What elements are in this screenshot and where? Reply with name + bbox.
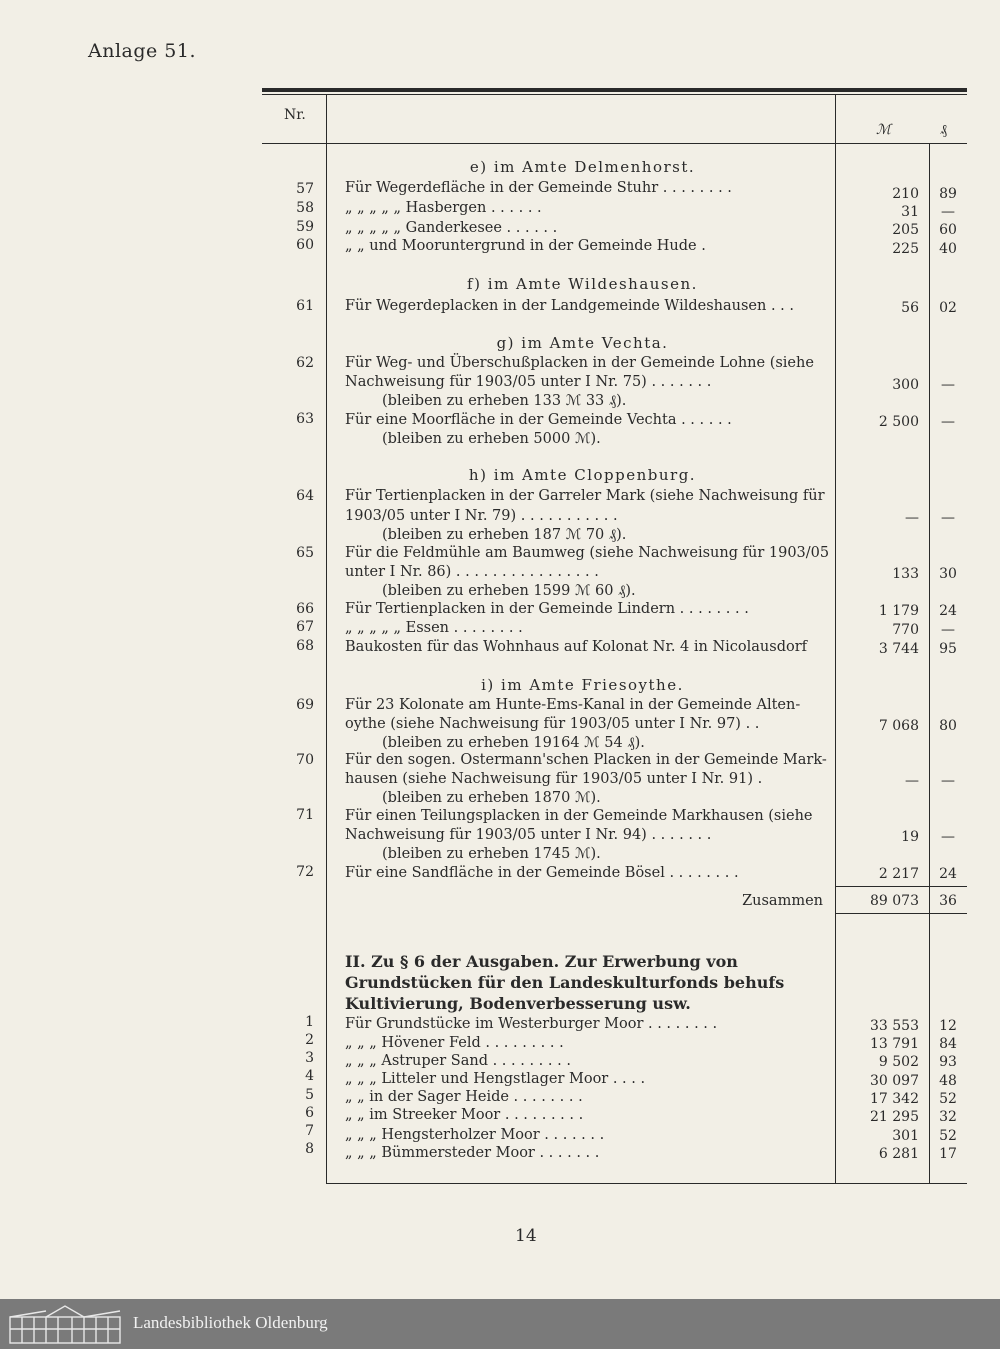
row-mark: 3 744	[878, 641, 919, 657]
row-mark: 1 179	[878, 603, 919, 619]
row-mark: 301	[892, 1128, 919, 1144]
table-top-rule-thin	[262, 94, 967, 95]
row-mark: 19	[901, 829, 919, 845]
row-pf: 24	[939, 866, 957, 882]
row-pf: 40	[939, 241, 957, 257]
row-pf: 60	[939, 222, 957, 238]
row-pf: 84	[939, 1036, 957, 1052]
row-nr: 7	[305, 1123, 314, 1139]
row-mark: 205	[892, 222, 919, 238]
row-nr: 64	[296, 488, 314, 504]
row-mark: 2 500	[878, 414, 919, 430]
row-text: „ „ „ „ „ Ganderkesee . . . . . .	[345, 220, 558, 236]
row-pf: 52	[939, 1128, 957, 1144]
row-text-line2: hausen (siehe Nachweisung für 1903/05 unter I Nr. 91) .	[345, 771, 763, 787]
row-pf: —	[941, 414, 955, 430]
row-text: Für Grundstücke im Westerburger Moor . . . . . . . .	[345, 1016, 718, 1032]
row-mark: 13 791	[870, 1036, 919, 1052]
row-nr: 58	[296, 200, 314, 216]
row-text: „ „ „ „ „ Hasbergen . . . . . .	[345, 200, 542, 216]
row-text-line1: Für eine Moorfläche in der Gemeinde Vechta . . . . . .	[345, 412, 732, 428]
section-heading-f: f) im Amte Wildeshausen.	[467, 275, 698, 293]
total-label: Zusammen	[742, 893, 823, 909]
row-text: Für eine Sandfläche in der Gemeinde Bösel . . . . . . . .	[345, 865, 739, 881]
section-heading-e: e) im Amte Delmenhorst.	[469, 158, 696, 176]
row-nr: 63	[296, 411, 314, 427]
row-pf: 52	[939, 1091, 957, 1107]
section-heading-i: i) im Amte Friesoythe.	[481, 676, 684, 694]
row-pf: 17	[939, 1146, 957, 1162]
row-nr: 62	[296, 355, 314, 371]
header-pf: ₰	[940, 122, 947, 138]
nr-column-line	[326, 94, 327, 1184]
page-number: 14	[515, 1226, 537, 1246]
row-text-line1: Für Weg- und Überschußplacken in der Gemeinde Lohne (siehe	[345, 355, 814, 371]
row-mark: 9 502	[878, 1054, 919, 1070]
row-mark: 31	[901, 204, 919, 220]
row-nr: 57	[296, 181, 314, 197]
row-nr: 65	[296, 545, 314, 561]
row-nr: 70	[296, 752, 314, 768]
section-heading-h: h) im Amte Cloppenburg.	[468, 466, 697, 484]
section-heading-g: g) im Amte Vechta.	[496, 334, 669, 352]
table-bottom-rule	[326, 1183, 967, 1184]
row-mark: 33 553	[870, 1018, 919, 1034]
row-pf: 80	[939, 718, 957, 734]
row-text-line1: Für 23 Kolonate am Hunte-Ems-Kanal in der Gemeinde Alten-	[345, 697, 801, 713]
library-building-icon	[6, 1303, 124, 1345]
row-text: „ „ „ Hövener Feld . . . . . . . . .	[345, 1035, 564, 1051]
row-note: (bleiben zu erheben 1745 ℳ).	[382, 846, 601, 862]
row-nr: 68	[296, 638, 314, 654]
row-text: Für Wegerdefläche in der Gemeinde Stuhr . . . . . . . .	[345, 180, 732, 196]
row-nr: 1	[305, 1014, 314, 1030]
header-mark: ℳ	[876, 122, 891, 138]
row-pf: 95	[939, 641, 957, 657]
row-text-line1: Für einen Teilungsplacken in der Gemeinde Markhausen (siehe	[345, 808, 813, 824]
row-mark: 225	[892, 241, 919, 257]
row-pf: 32	[939, 1109, 957, 1125]
row-nr: 59	[296, 219, 314, 235]
row-text: „ „ in der Sager Heide . . . . . . . .	[345, 1089, 583, 1105]
row-text: „ „ und Mooruntergrund in der Gemeinde Hude .	[345, 238, 706, 254]
row-nr: 8	[305, 1141, 314, 1157]
row-nr: 71	[296, 807, 314, 823]
row-text: „ „ „ „ „ Essen . . . . . . . .	[345, 620, 523, 636]
row-text: „ „ „ Litteler und Hengstlager Moor . . . .	[345, 1071, 646, 1087]
row-nr: 61	[296, 298, 314, 314]
mark-column-line	[835, 94, 836, 1184]
row-mark: 17 342	[870, 1091, 919, 1107]
row-pf: 24	[939, 603, 957, 619]
row-mark: 30 097	[870, 1073, 919, 1089]
row-note: (bleiben zu erheben 1599 ℳ 60 ₰).	[382, 583, 636, 599]
row-mark: —	[905, 510, 919, 526]
row-note: (bleiben zu erheben 5000 ℳ).	[382, 431, 601, 447]
row-nr: 2	[305, 1032, 314, 1048]
row-text-line2: Nachweisung für 1903/05 unter I Nr. 75) . . . . . . .	[345, 374, 712, 390]
row-note: (bleiben zu erheben 19164 ℳ 54 ₰).	[382, 735, 645, 751]
row-nr: 60	[296, 237, 314, 253]
row-text: Baukosten für das Wohnhaus auf Kolonat Nr. 4 in Nicolausdorf	[345, 639, 808, 655]
row-mark: 300	[892, 377, 919, 393]
row-note: (bleiben zu erheben 133 ℳ 33 ₰).	[382, 393, 627, 409]
row-mark: 21 295	[870, 1109, 919, 1125]
row-pf: —	[941, 510, 955, 526]
row-nr: 6	[305, 1105, 314, 1121]
row-text: „ „ „ Astruper Sand . . . . . . . . .	[345, 1053, 571, 1069]
row-pf: 12	[939, 1018, 957, 1034]
row-text-line1: Für die Feldmühle am Baumweg (siehe Nachweisung für 1903/05	[345, 545, 830, 561]
row-text-line1: Für den sogen. Ostermann'schen Placken in der Gemeinde Mark-	[345, 752, 827, 768]
row-text-line1: Für Tertienplacken in der Garreler Mark (siehe Nachweisung für	[345, 488, 825, 504]
row-nr: 67	[296, 619, 314, 635]
row-mark: 133	[892, 566, 919, 582]
total-pf: 36	[939, 893, 957, 909]
row-nr: 66	[296, 601, 314, 617]
row-pf: —	[941, 204, 955, 220]
row-pf: —	[941, 829, 955, 845]
header-bottom-rule	[262, 143, 967, 144]
section-ii-heading: II. Zu § 6 der Ausgaben. Zur Erwerbung von Grundstücken für den Landeskulturfonds behufs Kultivierung, Bodenverbesserung usw.	[345, 952, 785, 1013]
total-bottom-rule	[836, 913, 967, 914]
row-text-line2: oythe (siehe Nachweisung für 1903/05 unter I Nr. 97) . .	[345, 716, 760, 732]
row-nr: 5	[305, 1087, 314, 1103]
row-pf: —	[941, 377, 955, 393]
row-text: „ „ „ Bümmersteder Moor . . . . . . .	[345, 1145, 600, 1161]
anlage-label: Anlage 51.	[88, 40, 197, 62]
row-pf: 30	[939, 566, 957, 582]
row-mark: 56	[901, 300, 919, 316]
row-nr: 4	[305, 1068, 314, 1084]
row-pf: —	[941, 622, 955, 638]
row-text: Für Wegerdeplacken in der Landgemeinde Wildeshausen . . .	[345, 298, 794, 314]
row-nr: 69	[296, 697, 314, 713]
library-footer	[0, 1299, 1000, 1349]
library-name: Landesbibliothek Oldenburg	[133, 1313, 328, 1332]
row-text-line2: unter I Nr. 86) . . . . . . . . . . . . . . . .	[345, 564, 599, 580]
row-mark: 210	[892, 186, 919, 202]
row-text-line2: Nachweisung für 1903/05 unter I Nr. 94) . . . . . . .	[345, 827, 712, 843]
row-pf: 48	[939, 1073, 957, 1089]
row-pf: 02	[939, 300, 957, 316]
total-top-rule	[836, 886, 967, 887]
row-text-line2: 1903/05 unter I Nr. 79) . . . . . . . . . . .	[345, 508, 618, 524]
row-mark: —	[905, 773, 919, 789]
row-mark: 770	[892, 622, 919, 638]
row-text: Für Tertienplacken in der Gemeinde Lindern . . . . . . . .	[345, 601, 749, 617]
row-mark: 2 217	[878, 866, 919, 882]
row-mark: 7 068	[878, 718, 919, 734]
table-top-rule	[262, 88, 967, 92]
row-pf: 93	[939, 1054, 957, 1070]
row-note: (bleiben zu erheben 187 ℳ 70 ₰).	[382, 527, 627, 543]
row-mark: 6 281	[878, 1146, 919, 1162]
row-pf: 89	[939, 186, 957, 202]
row-nr: 72	[296, 864, 314, 880]
row-note: (bleiben zu erheben 1870 ℳ).	[382, 790, 601, 806]
total-mark: 89 073	[870, 893, 919, 909]
row-text: „ „ „ Hengsterholzer Moor . . . . . . .	[345, 1127, 605, 1143]
row-pf: —	[941, 773, 955, 789]
header-nr: Nr.	[284, 107, 306, 123]
row-nr: 3	[305, 1050, 314, 1066]
row-text: „ „ im Streeker Moor . . . . . . . . .	[345, 1107, 584, 1123]
